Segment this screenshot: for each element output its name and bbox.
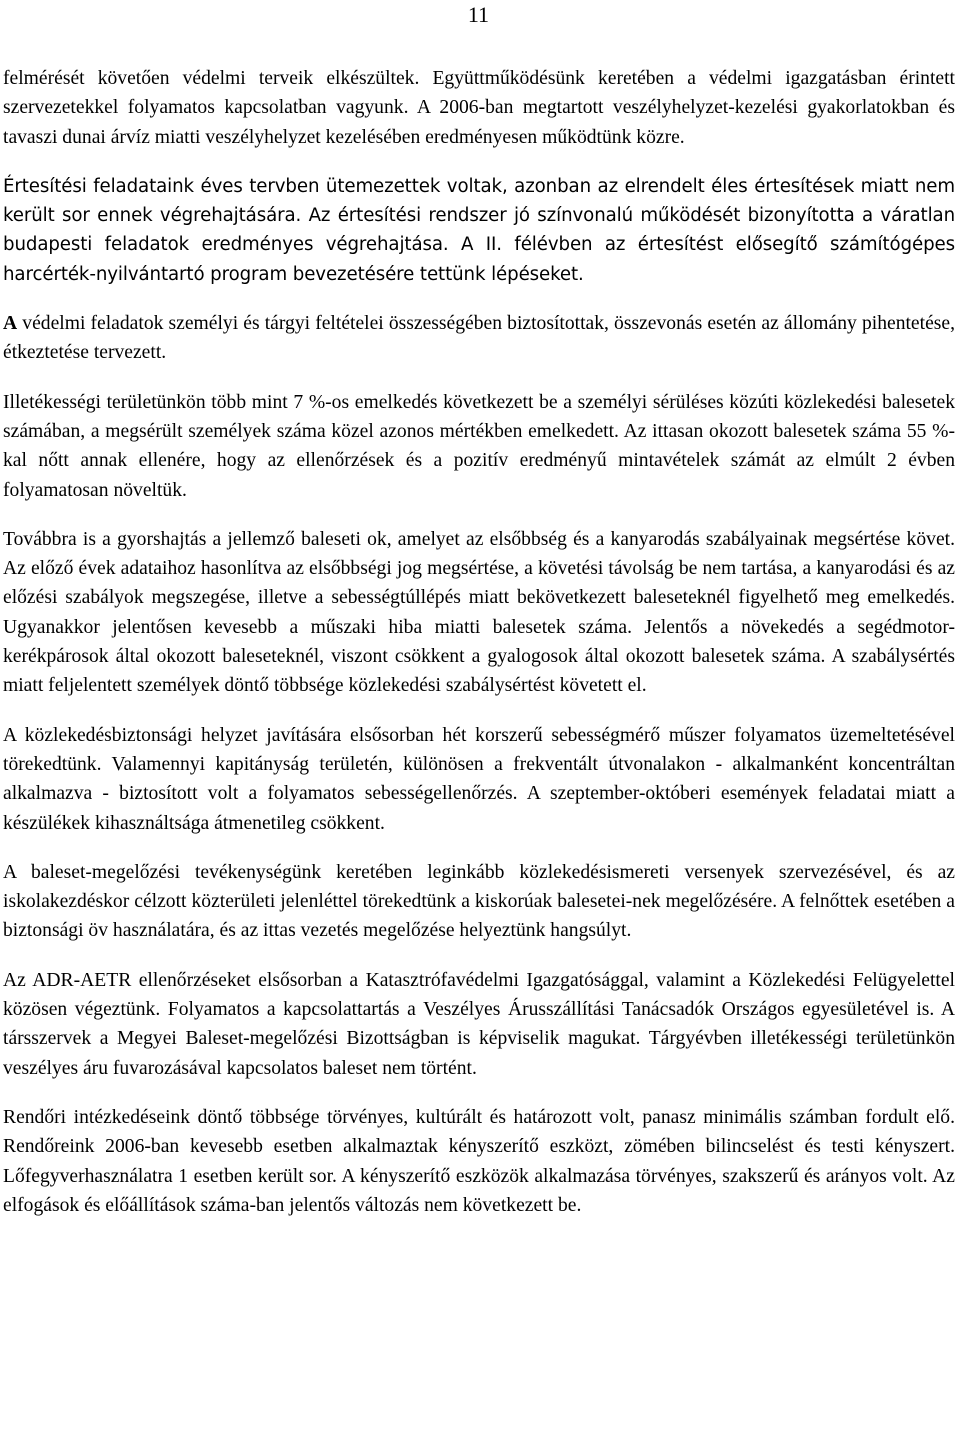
paragraph-1: felmérését követően védelmi terveik elkészültek. Együttműködésünk keretében a védelmi igazgatásban érintett szervezetekkel folyamatos kapcsolatban vagyunk. A 2006-ban megtartott veszélyhelyzet-kezelési gyakorlatokban és tavaszi dunai árvíz miatti veszélyhelyzet kezelésében eredményesen működtünk közre. <box>3 68 955 148</box>
paragraph-4: Illetékességi területünkön több mint 7 %-os emelkedés következett be a személyi sérüléses közúti közlekedési balesetek számában, a megsérült személyek száma közel azonos mértékben emelkedett. Az ittasan okozott balesetek száma 55 %-kal nőtt annak ellenére, hogy az ellenőrzések és a pozitív eredményű mintavételek számát az elmúlt 2 évben folyamatosan növeltük. <box>3 391 955 501</box>
paragraph-6: A közlekedésbiztonsági helyzet javítására elsősorban hét korszerű sebességmérő műszer folyamatos üzemeltetésével törekedtünk. Valamennyi kapitányság területén, különösen a frekventált útvonalakon - alkalmanként koncentráltan alkalmazva - biztosított volt a folyamatos sebességellenőrzés. A szeptember-októberi események feladatai miatt a készülékek kihasználtsága átmenetileg csökkent. <box>3 724 955 834</box>
paragraph-5: Továbbra is a gyorshajtás a jellemző baleseti ok, amelyet az elsőbbség és a kanyarodás szabályainak megsértése követ. Az előző évek adataihoz hasonlítva az elsőbbségi jog megsértése, a követési távolság be nem tartása, a kanyarodási és az előzési szabályok megszegése, illetve a sebességtúllépés miatt bekövetkezett baleseteknél figyelhető meg emelkedés. Ugyanakkor jelentősen kevesebb a műszaki hiba miatti balesetek száma. Jelentős a növekedés a segédmotor-kerékpárosok által okozott baleseteknél, viszont csökkent a gyalogosok által okozott balesetek száma. A szabálysértés miatt feljelentett személyek döntő többsége közlekedési szabálysértést követett el. <box>3 528 955 697</box>
paragraph-3 <box>3 309 955 368</box>
paragraph-3-lead: A <box>3 313 18 335</box>
paragraph-9: Rendőri intézkedéseink döntő többsége törvényes, kultúrált és határozott volt, panasz minimális számban fordult elő. Rendőreink 2006-ban kevesebb esetben alkalmaztak kényszerítő eszközt, zömében bilincselést és testi kényszert. Lőfegyverhasználatra 1 esetben került sor. A kényszerítő eszközök alkalmazása törvényes, szakszerű és arányos volt. Az elfogások és előállítások száma-ban jelentős változás nem következett be. <box>3 1106 955 1216</box>
paragraph-7: A baleset-megelőzési tevékenységünk keretében leginkább közlekedésismereti versenyek szervezésével, és az iskolakezdéskor célzott közterületi jelenléttel törekedtünk a kiskorúak balesetei-nek megelőzésére. A felnőttek esetében a biztonsági öv használatára, és az ittas vezetés megelőzése helyeztünk hangsúlyt. <box>3 861 955 942</box>
paragraph-8: Az ADR-AETR ellenőrzéseket elsősorban a Katasztrófavédelmi Igazgatósággal, valamint a Közlekedési Felügyelettel közösen végeztünk. Folyamatos a kapcsolattartás a Veszélyes Árusszállítási Tanácsadók Országos egyesületével is. A társszervek a Megyei Baleset-megelőzési Bizottságban is képviselik magukat. Tárgyévben illetékességi területünkön veszélyes áru fuvarozásával kapcsolatos baleset nem történt. <box>3 969 955 1079</box>
paragraph-2-part-2: Az értesítési rendszer jó színvonalú működését bizonyította a váratlan budapesti feladatok eredményes végrehajtása. A II. félévben az értesítést elősegítő számítógépes harcérték-nyilvántartó program bevezetésére tettünk lépéseket. <box>3 205 956 285</box>
paragraph-2 <box>3 172 955 289</box>
paragraph-3-text: védelmi feladatok személyi és tárgyi feltételei összességében biztosítottak, összevonás esetén az állomány pihentetése, étkeztetése tervezett. <box>3 313 955 364</box>
document-body <box>3 64 955 1240</box>
paragraph-2-part-1: Értesítési feladataink éves tervben ütemezettek voltak, azonban az elrendelt éles értesítések miatt nem került sor ennek végrehajtására. <box>3 175 955 227</box>
page-number: 11 <box>467 2 489 27</box>
